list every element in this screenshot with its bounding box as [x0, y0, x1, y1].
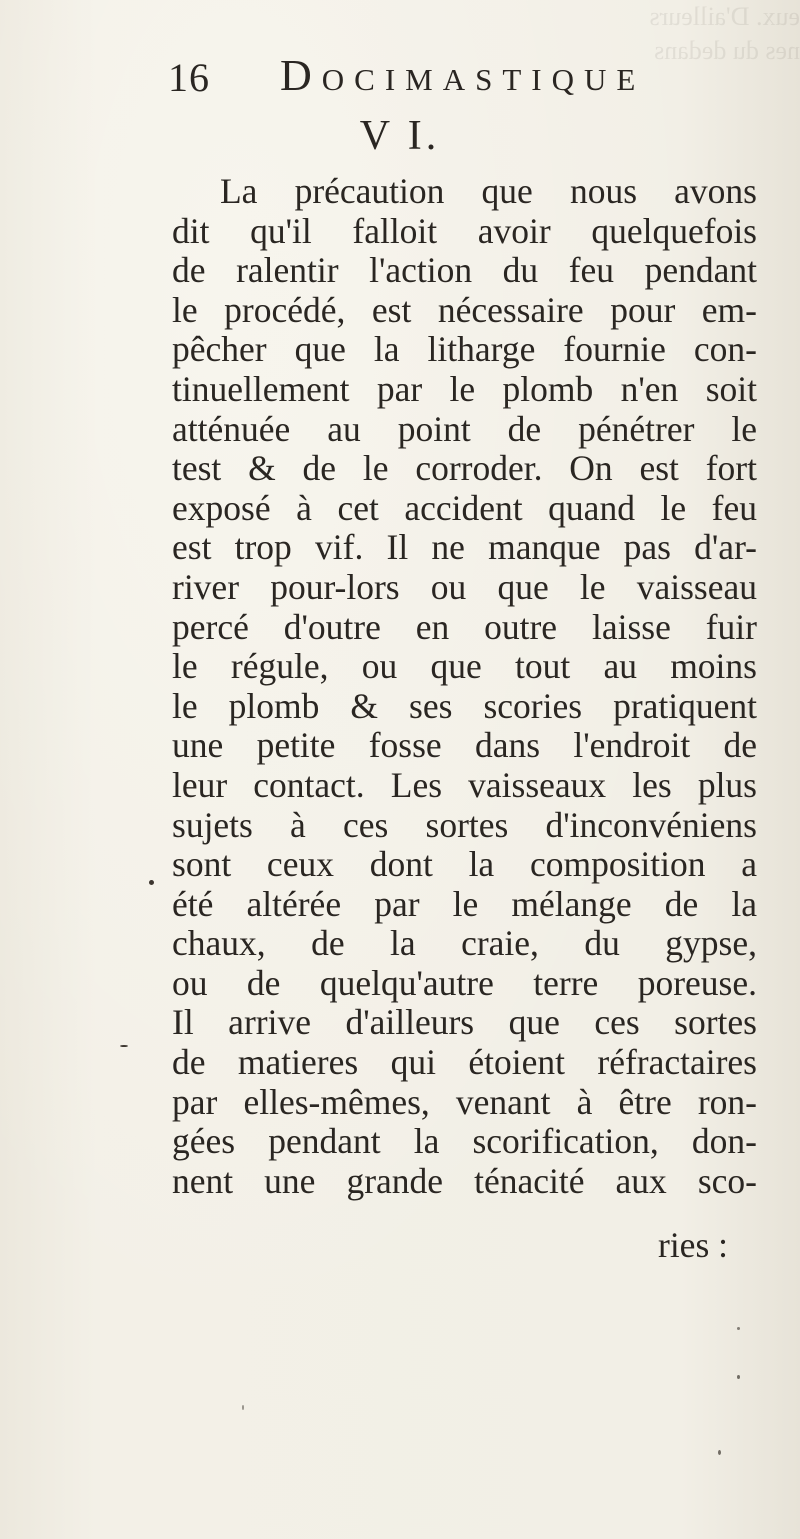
text-line: de ralentir l'action du feu pendant	[172, 250, 757, 291]
text-line: est trop vif. Il ne manque pas d'ar-	[172, 527, 757, 568]
text-line: La précaution que nous avons	[220, 171, 757, 211]
ink-speck	[120, 1045, 128, 1047]
section-number: V I.	[359, 113, 441, 159]
ink-speck	[737, 1375, 740, 1379]
text-line: tinuellement par le plomb n'en soit	[172, 368, 757, 409]
text-line: ou de quelqu'autre terre poreuse.	[172, 962, 757, 1003]
text-line: le régule, ou que tout au moins	[172, 646, 757, 687]
page-header	[168, 44, 688, 104]
text-line: gées pendant la scorification, don-	[172, 1121, 757, 1162]
text-line: le plomb & ses scories pratiquent	[172, 685, 757, 726]
text-line: river pour-lors ou que le vaisseau	[172, 566, 757, 607]
text-line: exposé à cet accident quand le feu	[172, 487, 757, 528]
text-line: chaux, de la craie, du gypse,	[172, 923, 757, 964]
text-line: Il arrive d'ailleurs que ces sortes	[172, 1002, 757, 1043]
text-line: par elles-mêmes, venant à être ron-	[172, 1081, 757, 1122]
text-line: de matieres qui étoient réfractaires	[172, 1042, 757, 1083]
text-line: test & de le corroder. On est fort	[172, 448, 757, 489]
running-title: Docimastique	[280, 51, 646, 100]
page-number: 16	[168, 55, 210, 100]
text-line: le procédé, est nécessaire pour em-	[172, 289, 757, 330]
text-line: nent une grande ténacité aux sco-	[172, 1160, 757, 1201]
ink-speck	[737, 1327, 740, 1330]
text-line: leur contact. Les vaisseaux les plus	[172, 764, 757, 805]
text-line: percé d'outre en outre laisse fuir	[172, 606, 757, 647]
show-through-text: eux. D'ailleurs nes du dedans	[649, 2, 800, 65]
catchword: ries :	[658, 1225, 728, 1265]
text-line: été altérée par le mélange de la	[172, 883, 757, 924]
ink-speck	[718, 1450, 721, 1455]
text-line: sujets à ces sortes d'inconvéniens	[172, 804, 757, 845]
body-text	[172, 172, 757, 1201]
ink-speck	[242, 1405, 244, 1410]
text-line: une petite fosse dans l'endroit de	[172, 725, 757, 766]
text-line: pêcher que la litharge fournie con-	[172, 329, 757, 370]
text-line: dit qu'il falloit avoir quelquefois	[172, 210, 757, 251]
text-line: sont ceux dont la composition a	[172, 844, 757, 885]
ink-speck	[149, 880, 154, 885]
text-line: atténuée au point de pénétrer le	[172, 408, 757, 449]
